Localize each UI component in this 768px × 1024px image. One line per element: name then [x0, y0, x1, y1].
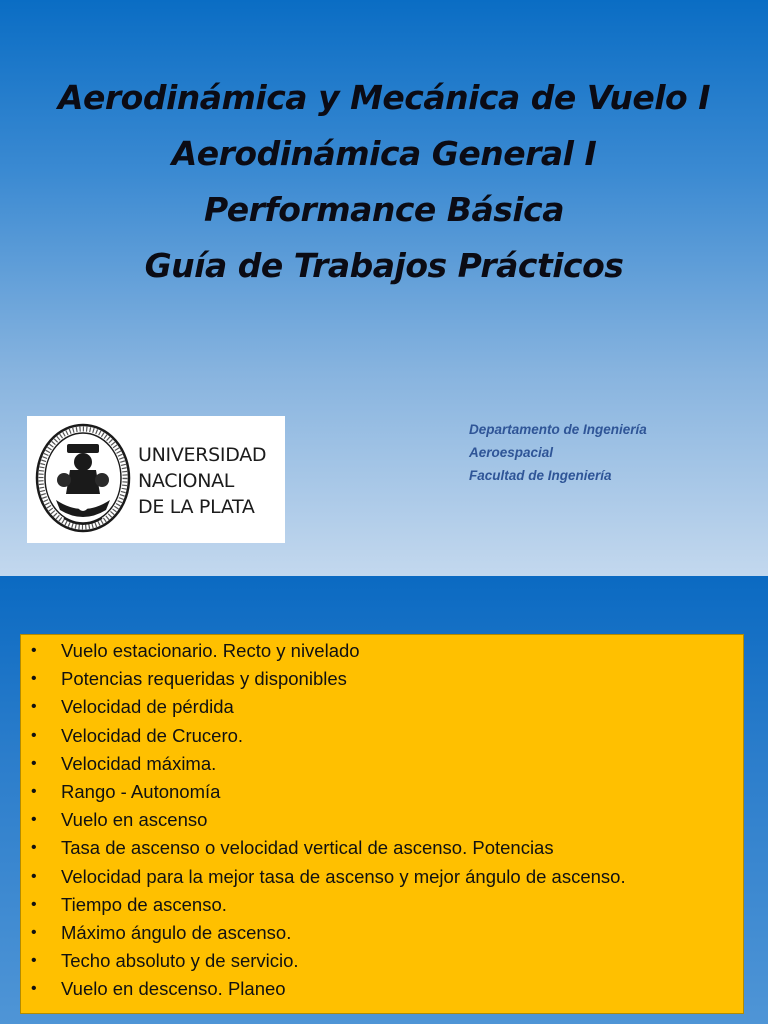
list-item — [21, 722, 626, 750]
topic-text: Vuelo en ascenso — [61, 809, 208, 831]
list-item — [21, 891, 626, 919]
topic-text: Máximo ángulo de ascenso. — [61, 921, 292, 943]
bullet-icon: • — [31, 670, 37, 688]
topic-text: Velocidad para la mejor tasa de ascenso y mejor ángulo de ascenso. — [61, 865, 626, 887]
university-seal-icon — [34, 422, 132, 538]
topic-text: Velocidad de pérdida — [61, 696, 234, 718]
topic-text: Tasa de ascenso o velocidad vertical de ascenso. Potencias — [61, 837, 554, 859]
list-item — [21, 947, 626, 975]
bullet-icon: • — [31, 867, 37, 885]
title-line-2: Aerodinámica General I — [171, 134, 597, 173]
bullet-icon: • — [31, 642, 37, 659]
bullet-icon: • — [31, 895, 37, 913]
topic-text: Techo absoluto y de servicio. — [61, 950, 299, 972]
topic-text: Velocidad de Crucero. — [61, 724, 244, 746]
list-item — [21, 919, 626, 947]
slide-title — [0, 70, 768, 294]
bullet-icon: • — [31, 980, 37, 998]
topic-text: Rango - Autonomía — [61, 780, 221, 802]
department-line-1: Departamento de Ingeniería — [469, 422, 647, 437]
university-logo — [27, 416, 285, 543]
topic-text: Velocidad máxima. — [61, 752, 217, 774]
list-item — [21, 778, 626, 806]
university-name-line-2: NACIONAL — [138, 470, 235, 492]
list-item — [21, 834, 626, 862]
university-name-line-1: UNIVERSIDAD — [138, 444, 267, 466]
topics-box — [20, 634, 744, 1014]
university-name-line-3: DE LA PLATA — [138, 496, 255, 518]
list-item — [21, 750, 626, 778]
bullet-icon: • — [31, 726, 37, 744]
department-line-3: Facultad de Ingeniería — [469, 468, 612, 483]
bullet-icon: • — [31, 754, 37, 772]
list-item — [21, 665, 626, 693]
list-item — [21, 693, 626, 721]
bullet-icon: • — [31, 782, 37, 800]
topic-text: Potencias requeridas y disponibles — [61, 668, 347, 690]
bullet-icon: • — [31, 839, 37, 857]
university-name — [138, 442, 266, 520]
title-line-4: Guía de Trabajos Prácticos — [144, 246, 624, 285]
bullet-icon: • — [31, 698, 37, 716]
title-line-1: Aerodinámica y Mecánica de Vuelo I — [57, 78, 710, 117]
topic-text: Vuelo en descenso. Planeo — [61, 978, 286, 1000]
topic-text: Tiempo de ascenso. — [61, 893, 227, 915]
bullet-icon: • — [31, 952, 37, 970]
bullet-icon: • — [31, 811, 37, 829]
list-item — [21, 975, 626, 1003]
bullet-icon: • — [31, 923, 37, 941]
list-item — [21, 806, 626, 834]
title-line-3: Performance Básica — [203, 190, 565, 229]
topic-text: Vuelo estacionario. Recto y nivelado — [61, 640, 360, 661]
list-item — [21, 637, 626, 665]
department-info — [469, 418, 647, 487]
topics-list — [21, 637, 626, 1003]
list-item — [21, 863, 626, 891]
department-line-2: Aeroespacial — [469, 445, 554, 460]
